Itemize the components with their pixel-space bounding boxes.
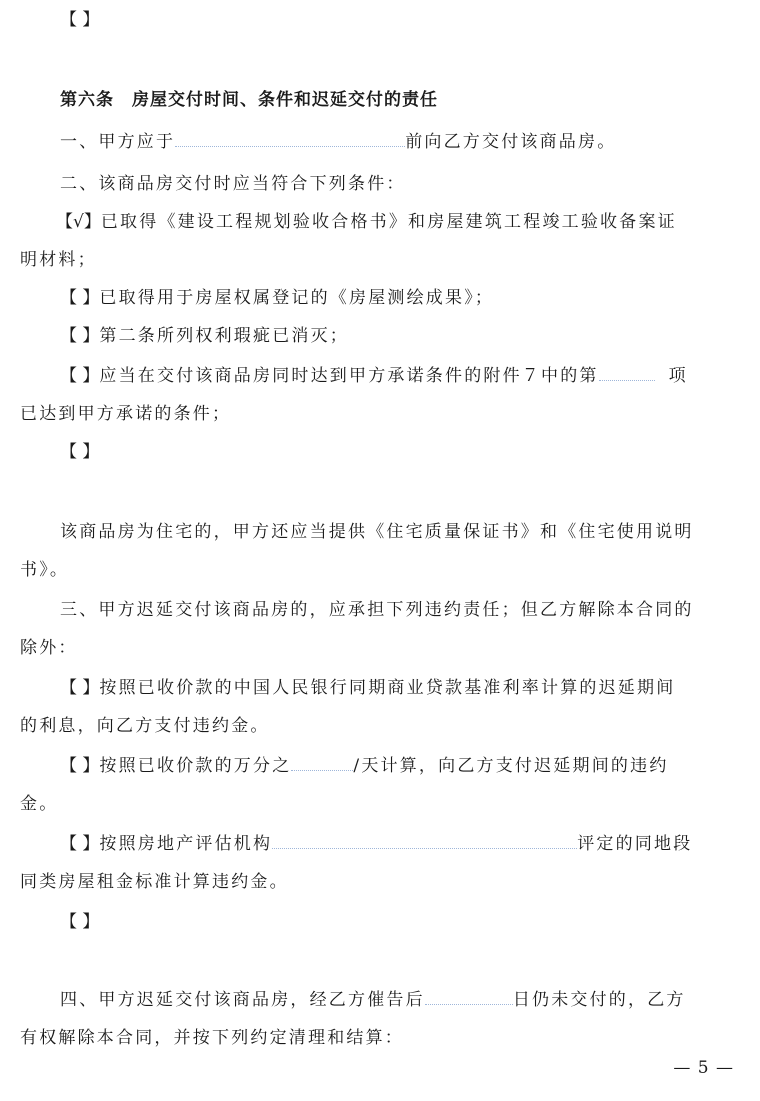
condition-3-text: 第二条所列权利瑕疵已消灭； [99, 326, 350, 346]
item-1 [60, 130, 616, 154]
penalty-option-1 [60, 676, 675, 700]
checkbox-bracket: 【 】 [60, 834, 100, 854]
article-title: 第六条 房屋交付时间、条件和迟延交付的责任 [60, 90, 438, 110]
condition-4 [60, 364, 688, 388]
penalty-option-3 [60, 832, 692, 856]
penalty-option-2-text-a: 按照已收价款的万分之 [99, 756, 292, 776]
condition-1-text: 已取得《建设工程规划验收合格书》和房屋建筑工程竣工验收备案证 [100, 212, 677, 232]
days-blank[interactable] [425, 988, 513, 1005]
item-1-text-a: 一、甲方应于 [60, 132, 176, 152]
item-3: 三、甲方迟延交付该商品房的，应承担下列违约责任；但乙方解除本合同的 [60, 600, 694, 620]
penalty-option-2-text-b: /天计算，向乙方支付迟延期间的违约 [353, 756, 669, 776]
checkbox-bracket: 【 】 [60, 288, 100, 308]
residential-note: 该商品房为住宅的，甲方还应当提供《住宅质量保证书》和《住宅使用说明 [60, 522, 694, 542]
checkbox-bracket: 【 】 [60, 756, 100, 776]
penalty-option-3-cont: 同类房屋租金标准计算违约金。 [20, 872, 289, 892]
condition-2 [60, 286, 494, 310]
condition-4-text-b: 项 [668, 366, 688, 386]
checkbox-bracket: 【 】 [60, 10, 100, 30]
checkbox-bracket: 【 】 [60, 912, 100, 932]
item-2: 二、该商品房交付时应当符合下列条件： [60, 174, 406, 194]
condition-4-text-a: 应当在交付该商品房同时达到甲方承诺条件的附件７中的第 [99, 366, 599, 386]
checkbox-bracket: 【 】 [60, 678, 100, 698]
item-1-text-b: 前向乙方交付该商品房。 [405, 132, 617, 152]
item-number-blank[interactable] [599, 364, 655, 381]
condition-2-text: 已取得用于房屋权属登记的《房屋测绘成果》； [99, 288, 495, 308]
item-3-cont: 除外： [20, 638, 78, 658]
item-4 [60, 988, 686, 1012]
appraisal-agency-blank[interactable] [272, 832, 577, 849]
rate-blank[interactable] [291, 754, 353, 771]
condition-3 [60, 324, 349, 348]
condition-4-cont: 已达到甲方承诺的条件； [20, 404, 232, 424]
item-4-cont: 有权解除本合同，并按下列约定清理和结算： [20, 1028, 404, 1048]
delivery-date-blank[interactable] [175, 130, 405, 147]
penalty-option-3-text-b: 评定的同地段 [577, 834, 693, 854]
item-4-text-a: 四、甲方迟延交付该商品房，经乙方催告后 [60, 990, 425, 1010]
checked-bracket: 【√】 [56, 212, 101, 232]
penalty-option-1-cont: 的利息，向乙方支付违约金。 [20, 716, 270, 736]
residential-note-cont: 书》。 [20, 560, 70, 580]
checkbox-bracket: 【 】 [60, 326, 100, 346]
checkbox-bracket: 【 】 [60, 366, 100, 386]
condition-1-cont: 明材料； [20, 250, 97, 270]
item-4-text-b: 日仍未交付的，乙方 [512, 990, 686, 1010]
page-number: — 5 — [673, 1058, 734, 1078]
condition-1 [56, 210, 677, 234]
penalty-option-2-cont: 金。 [20, 794, 59, 814]
penalty-option-2 [60, 754, 669, 778]
checkbox-bracket: 【 】 [60, 442, 100, 462]
penalty-option-1-text: 按照已收价款的中国人民银行同期商业贷款基准利率计算的迟延期间 [99, 678, 676, 698]
penalty-option-3-text-a: 按照房地产评估机构 [99, 834, 273, 854]
